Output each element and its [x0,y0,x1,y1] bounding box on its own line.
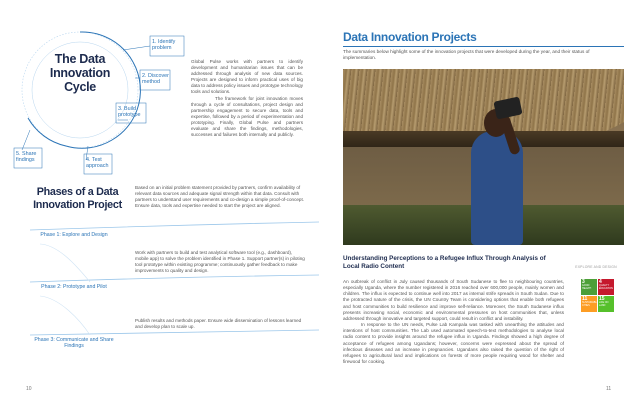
sdg-text: QUALITY EDUCATION [599,284,613,290]
phase-3-label: Phase 3: Communicate and Share Findings [34,337,114,350]
sdg-tile-icon [598,296,614,312]
step-label-5: 5. Share findings [16,151,37,164]
intro-paragraph: Global Pulse works with partners to identify development and humanitarian issues that can be addressed through analysis of new data sources. Projects are designed to inform practical uses of big data to address policy issues and prototype technology tools and solutions. [191,59,303,95]
sdg-number: 3 [582,279,585,285]
step-label-1: 1. Identify problem [152,39,176,52]
sdg-tile-icon [581,279,597,295]
phase-curve-1 [40,244,90,282]
intro-paragraph: The framework for joint innovation moves through a cycle of consultations, project design and partnership engagement to secure data, tools and expertise, followed by a period of experimentation and prototyping. Finally, Global Pulse and partners evaluate and share the findings, methodologies, successes and failures both internally and publicly. [191,95,303,138]
connector-5 [22,130,30,150]
sdg-text: GOOD HEALTH [582,284,592,290]
step-label-4: 4. Test approach [86,157,109,170]
sdg-number: 11 [582,296,588,302]
title-divider [343,46,624,47]
phase-3-line [30,330,319,335]
cycle-title: The Data Innovation Cycle [49,52,111,94]
sdg-number: 15 [599,296,605,302]
story-title: Understanding Perceptions to a Refugee Influx Through Analysis of Local Radio Content [343,255,546,271]
sdg-tile-icon [598,279,614,295]
story-paragraph: In response to the UN needs, Pulse Lab Kampala was tasked with unearthing the attitudes and intentions of host communities. The Lab used automated speech-to-text methodologies to analyse local radio content to provide insights around the refugee influx in Uganda. Findings showed a high degree of acceptance of refugees among Ugandans; however, concerns were expressed about the spread of infectious diseases and an increase in pregnancies. Ugandans also raised the question of the right of refugees to agricultural land and implications on forests of more people requiring wood for shelter and firewood for cooking. [343,322,564,365]
connector-1 [123,46,150,50]
phases-title: Phases of a Data Innovation Project [33,186,122,211]
page-number-left: 10 [26,386,32,392]
step-label-3: 3. Build prototype [118,106,141,119]
story-body [343,279,564,365]
refugee-radio-photo [343,69,624,245]
phase-2-description: Work with partners to build and test analytical software tool (e.g., dashboard), mobile app) to solve the problem identified in Phase 1. Support partner(s) in piloting tool prototype within existing programme; continuously gather feedback to make improvements to quality and design. [135,250,305,274]
sdg-text: SUSTAINABLE CITIES [582,301,599,307]
phase-3-description: Publish results and methods paper. Ensure wide dissemination of lessons learned and develop plan to scale up. [135,318,302,330]
project-phase-tag: EXPLORE AND DESIGN [575,265,617,269]
phase-1-description: Based on an initial problem statement provided by partners, confirm availability of relevant data sources and adequate signal strength within that data. Consult with partners to understand user requirements and co-design a simple proof-of-concept. Ensure data, tools and expertise needed to start the project are aligned. [135,185,305,209]
phase-2-line [30,275,319,282]
sdg-number: 4 [599,279,602,285]
page-number-right: 11 [606,386,612,392]
step-label-2: 2. Discover method [142,73,169,86]
projects-title: Data Innovation Projects [343,30,477,44]
phase-1-label: Phase 1: Explore and Design [40,232,108,238]
sdg-text: LIFE ON LAND [599,301,609,307]
phase-1-line [30,222,319,230]
sdg-tile-icon [581,296,597,312]
story-paragraph: An outbreak of conflict in July caused thousands of South Sudanese to flee to neighbouring countries, especially Uganda, where the number registered in 2016 reached over 600,000 people, mainly women and children. The influx is expected to continue well into 2017 as internal strife spreads in South Sudan. Due to the protracted nature of the crisis, the UN Country Team is considering options that enable both refugees and host communities to build resilience and improve self-reliance. Moreover, the South Sudanese influx presents increasing social, economic and environmental pressures on host communities that, unless addressed through innovative and targeted support, could result in conflict and instability. [343,279,564,321]
step-arc-5 [28,118,66,146]
phase-2-label: Phase 2: Prototype and Pilot [41,284,107,290]
right-page [319,0,638,413]
cycle-intro-text [191,59,303,138]
phase-curve-2 [40,296,90,335]
projects-intro: The summaries below highlight some of the innovation projects that were developed during the year, and their status of implementation. [343,49,590,60]
